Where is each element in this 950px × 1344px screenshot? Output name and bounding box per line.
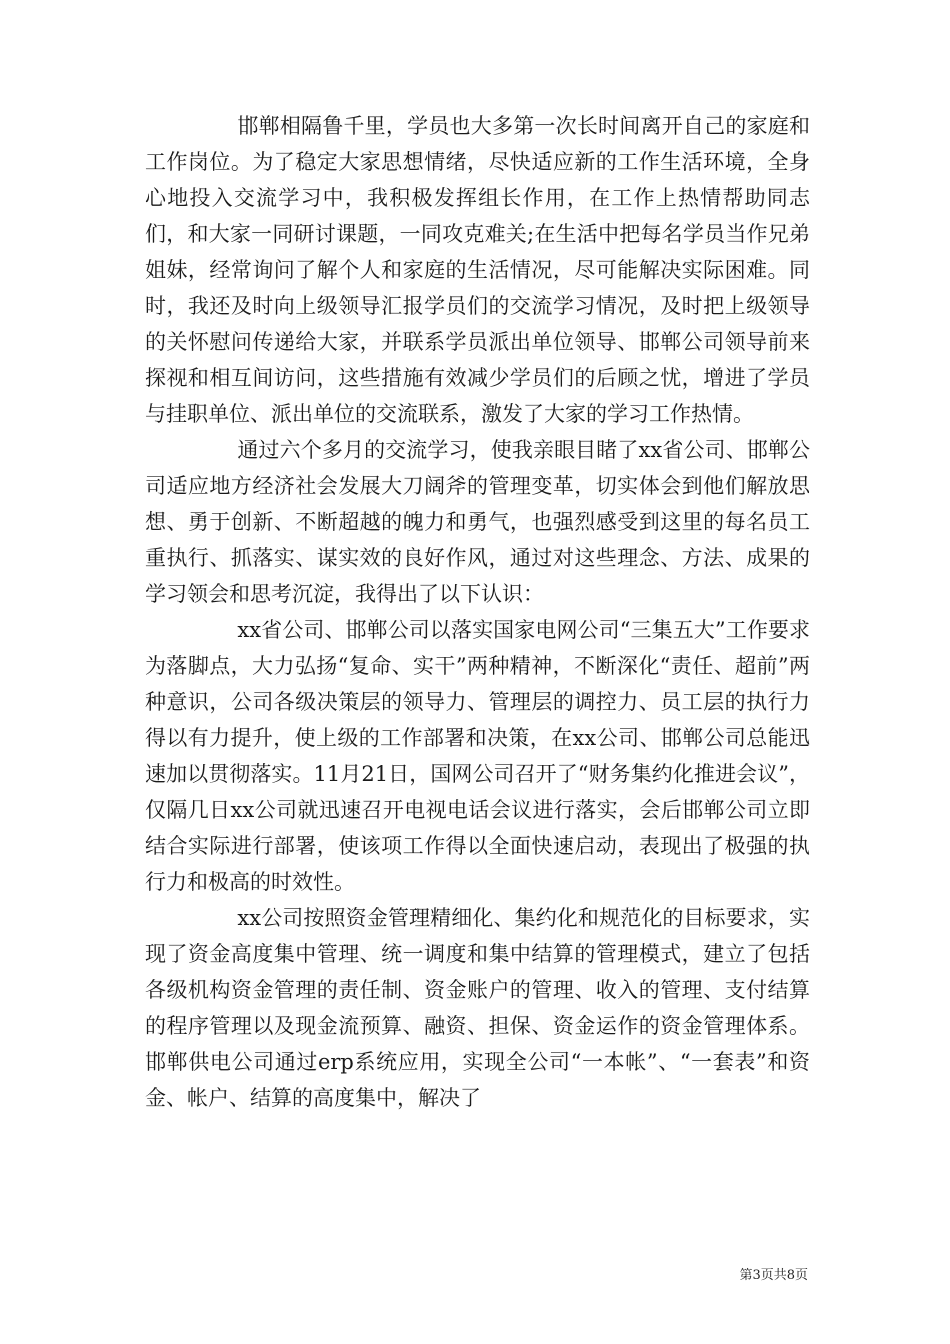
body-text — [145, 108, 810, 1116]
paragraph-3: xx省公司、邯郸公司以落实国家电网公司“三集五大”工作要求为落脚点，大力弘扬“复命、实干”两种精神，不断深化“责任、超前”两种意识，公司各级决策层的领导力、管理层的调控力、员工层的执行力得以有力提升，使上级的工作部署和决策，在xx公司、邯郸公司总能迅速加以贯彻落实。11月21日，国网公司召开了“财务集约化推进会议”，仅隔几日xx公司就迅速召开电视电话会议进行落实，会后邯郸公司立即结合实际进行部署，使该项工作得以全面快速启动，表现出了极强的执行力和极高的时效性。 — [145, 618, 810, 894]
page-number-footer: 第3页共8页 — [739, 1268, 808, 1283]
paragraph-1: 邯郸相隔鲁千里，学员也大多第一次长时间离开自己的家庭和工作岗位。为了稳定大家思想情绪，尽快适应新的工作生活环境，全身心地投入交流学习中，我积极发挥组长作用，在工作上热情帮助同志们，和大家一同研讨课题，一同攻克难关;在生活中把每名学员当作兄弟姐妹，经常询问了解个人和家庭的生活情况，尽可能解决实际困难。同时，我还及时向上级领导汇报学员们的交流学习情况，及时把上级领导的关怀慰问传递给大家，并联系学员派出单位领导、邯郸公司领导前来探视和相互间访问，这些措施有效减少学员们的后顾之忧，增进了学员与挂职单位、派出单位的交流联系，激发了大家的学习工作热情。 — [145, 114, 810, 426]
paragraph-4: xx公司按照资金管理精细化、集约化和规范化的目标要求，实现了资金高度集中管理、统一调度和集中结算的管理模式，建立了包括各级机构资金管理的责任制、资金账户的管理、收入的管理、支付结算的程序管理以及现金流预算、融资、担保、资金运作的资金管理体系。邯郸供电公司通过erp系统应用，实现全公司“一本帐”、“一套表”和资金、帐户、结算的高度集中，解决了 — [145, 906, 810, 1110]
paragraph-2: 通过六个多月的交流学习，使我亲眼目睹了xx省公司、邯郸公司适应地方经济社会发展大刀阔斧的管理变革，切实体会到他们解放思想、勇于创新、不断超越的魄力和勇气，也强烈感受到这里的每名员工重执行、抓落实、谋实效的良好作风，通过对这些理念、方法、成果的学习领会和思考沉淀，我得出了以下认识： — [145, 438, 810, 606]
